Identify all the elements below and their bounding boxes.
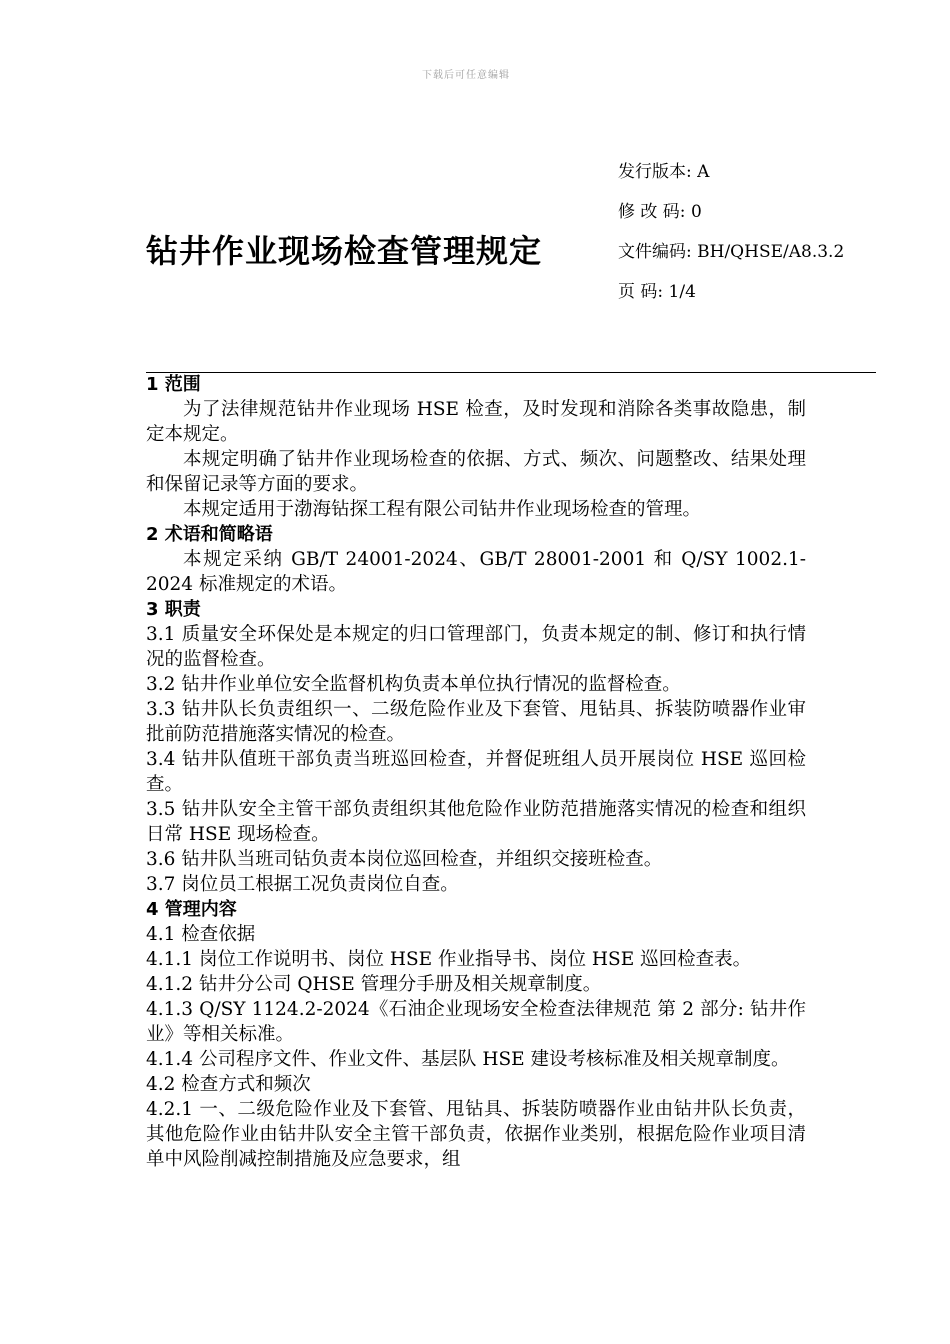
clause: 4.1.2 钻井分公司 QHSE 管理分手册及相关规章制度。 [146, 974, 602, 995]
paragraph: 本规定适用于渤海钻探工程有限公司钻井作业现场检查的管理。 [183, 499, 702, 520]
paragraph: 本规定采纳 GB/T 24001-2024、GB/T 28001-2001 和 Q/SY 1002.1-2024 标准规定的术语。 [146, 549, 806, 595]
clause: 3.1 质量安全环保处是本规定的归口管理部门，负责本规定的制、修订和执行情况的监督检查。 [146, 624, 806, 670]
subsection-heading: 4.2 检查方式和频次 [146, 1074, 311, 1095]
clause: 3.4 钻井队值班干部负责当班巡回检查，并督促班组人员开展岗位 HSE 巡回检查。 [146, 749, 806, 795]
meta-doc-number: 文件编码: BH/QHSE/A8.3.2 [618, 242, 845, 262]
clause: 3.2 钻井作业单位安全监督机构负责本单位执行情况的监督检查。 [146, 674, 681, 695]
clause: 3.7 岗位员工根据工况负责岗位自查。 [146, 874, 459, 895]
clause: 4.1.3 Q/SY 1124.2-2024《石油企业现场安全检查法律规范 第 2 部分: 钻井作业》等相关标准。 [146, 999, 806, 1045]
watermark: 下载后可任意编辑 [422, 70, 510, 81]
subsection-heading: 4.1 检查依据 [146, 924, 256, 945]
document-title: 钻井作业现场检查管理规定 [146, 232, 543, 270]
clause: 3.3 钻井队长负责组织一、二级危险作业及下套管、甩钻具、拆装防喷器作业审批前防范措施落实情况的检查。 [146, 699, 806, 745]
paragraph: 为了法律规范钻井作业现场 HSE 检查，及时发现和消除各类事故隐患，制定本规定。 [146, 399, 806, 445]
clause: 4.1.4 公司程序文件、作业文件、基层队 HSE 建设考核标准及相关规章制度。 [146, 1049, 790, 1070]
meta-version: 发行版本: A [618, 162, 710, 182]
section-heading: 3 职责 [146, 599, 201, 620]
meta-page: 页 码: 1/4 [618, 282, 696, 302]
clause: 3.5 钻井队安全主管干部负责组织其他危险作业防范措施落实情况的检查和组织日常 HSE 现场检查。 [146, 799, 806, 845]
clause: 3.6 钻井队当班司钻负责本岗位巡回检查，并组织交接班检查。 [146, 849, 663, 870]
section-heading: 1 范围 [146, 374, 201, 395]
section-heading: 4 管理内容 [146, 899, 237, 920]
section-heading: 2 术语和简略语 [146, 524, 273, 545]
paragraph: 本规定明确了钻井作业现场检查的依据、方式、频次、问题整改、结果处理和保留记录等方面的要求。 [146, 449, 806, 495]
document-meta [618, 152, 844, 312]
clause: 4.2.1 一、二级危险作业及下套管、甩钻具、拆装防喷器作业由钻井队长负责，其他危险作业由钻井队安全主管干部负责，依据作业类别，根据危险作业项目清单中风险削减控制措施及应急要求，组 [146, 1099, 806, 1170]
clause: 4.1.1 岗位工作说明书、岗位 HSE 作业指导书、岗位 HSE 巡回检查表。 [146, 949, 752, 970]
meta-revision: 修 改 码: 0 [618, 202, 702, 222]
document-body [146, 372, 806, 1172]
